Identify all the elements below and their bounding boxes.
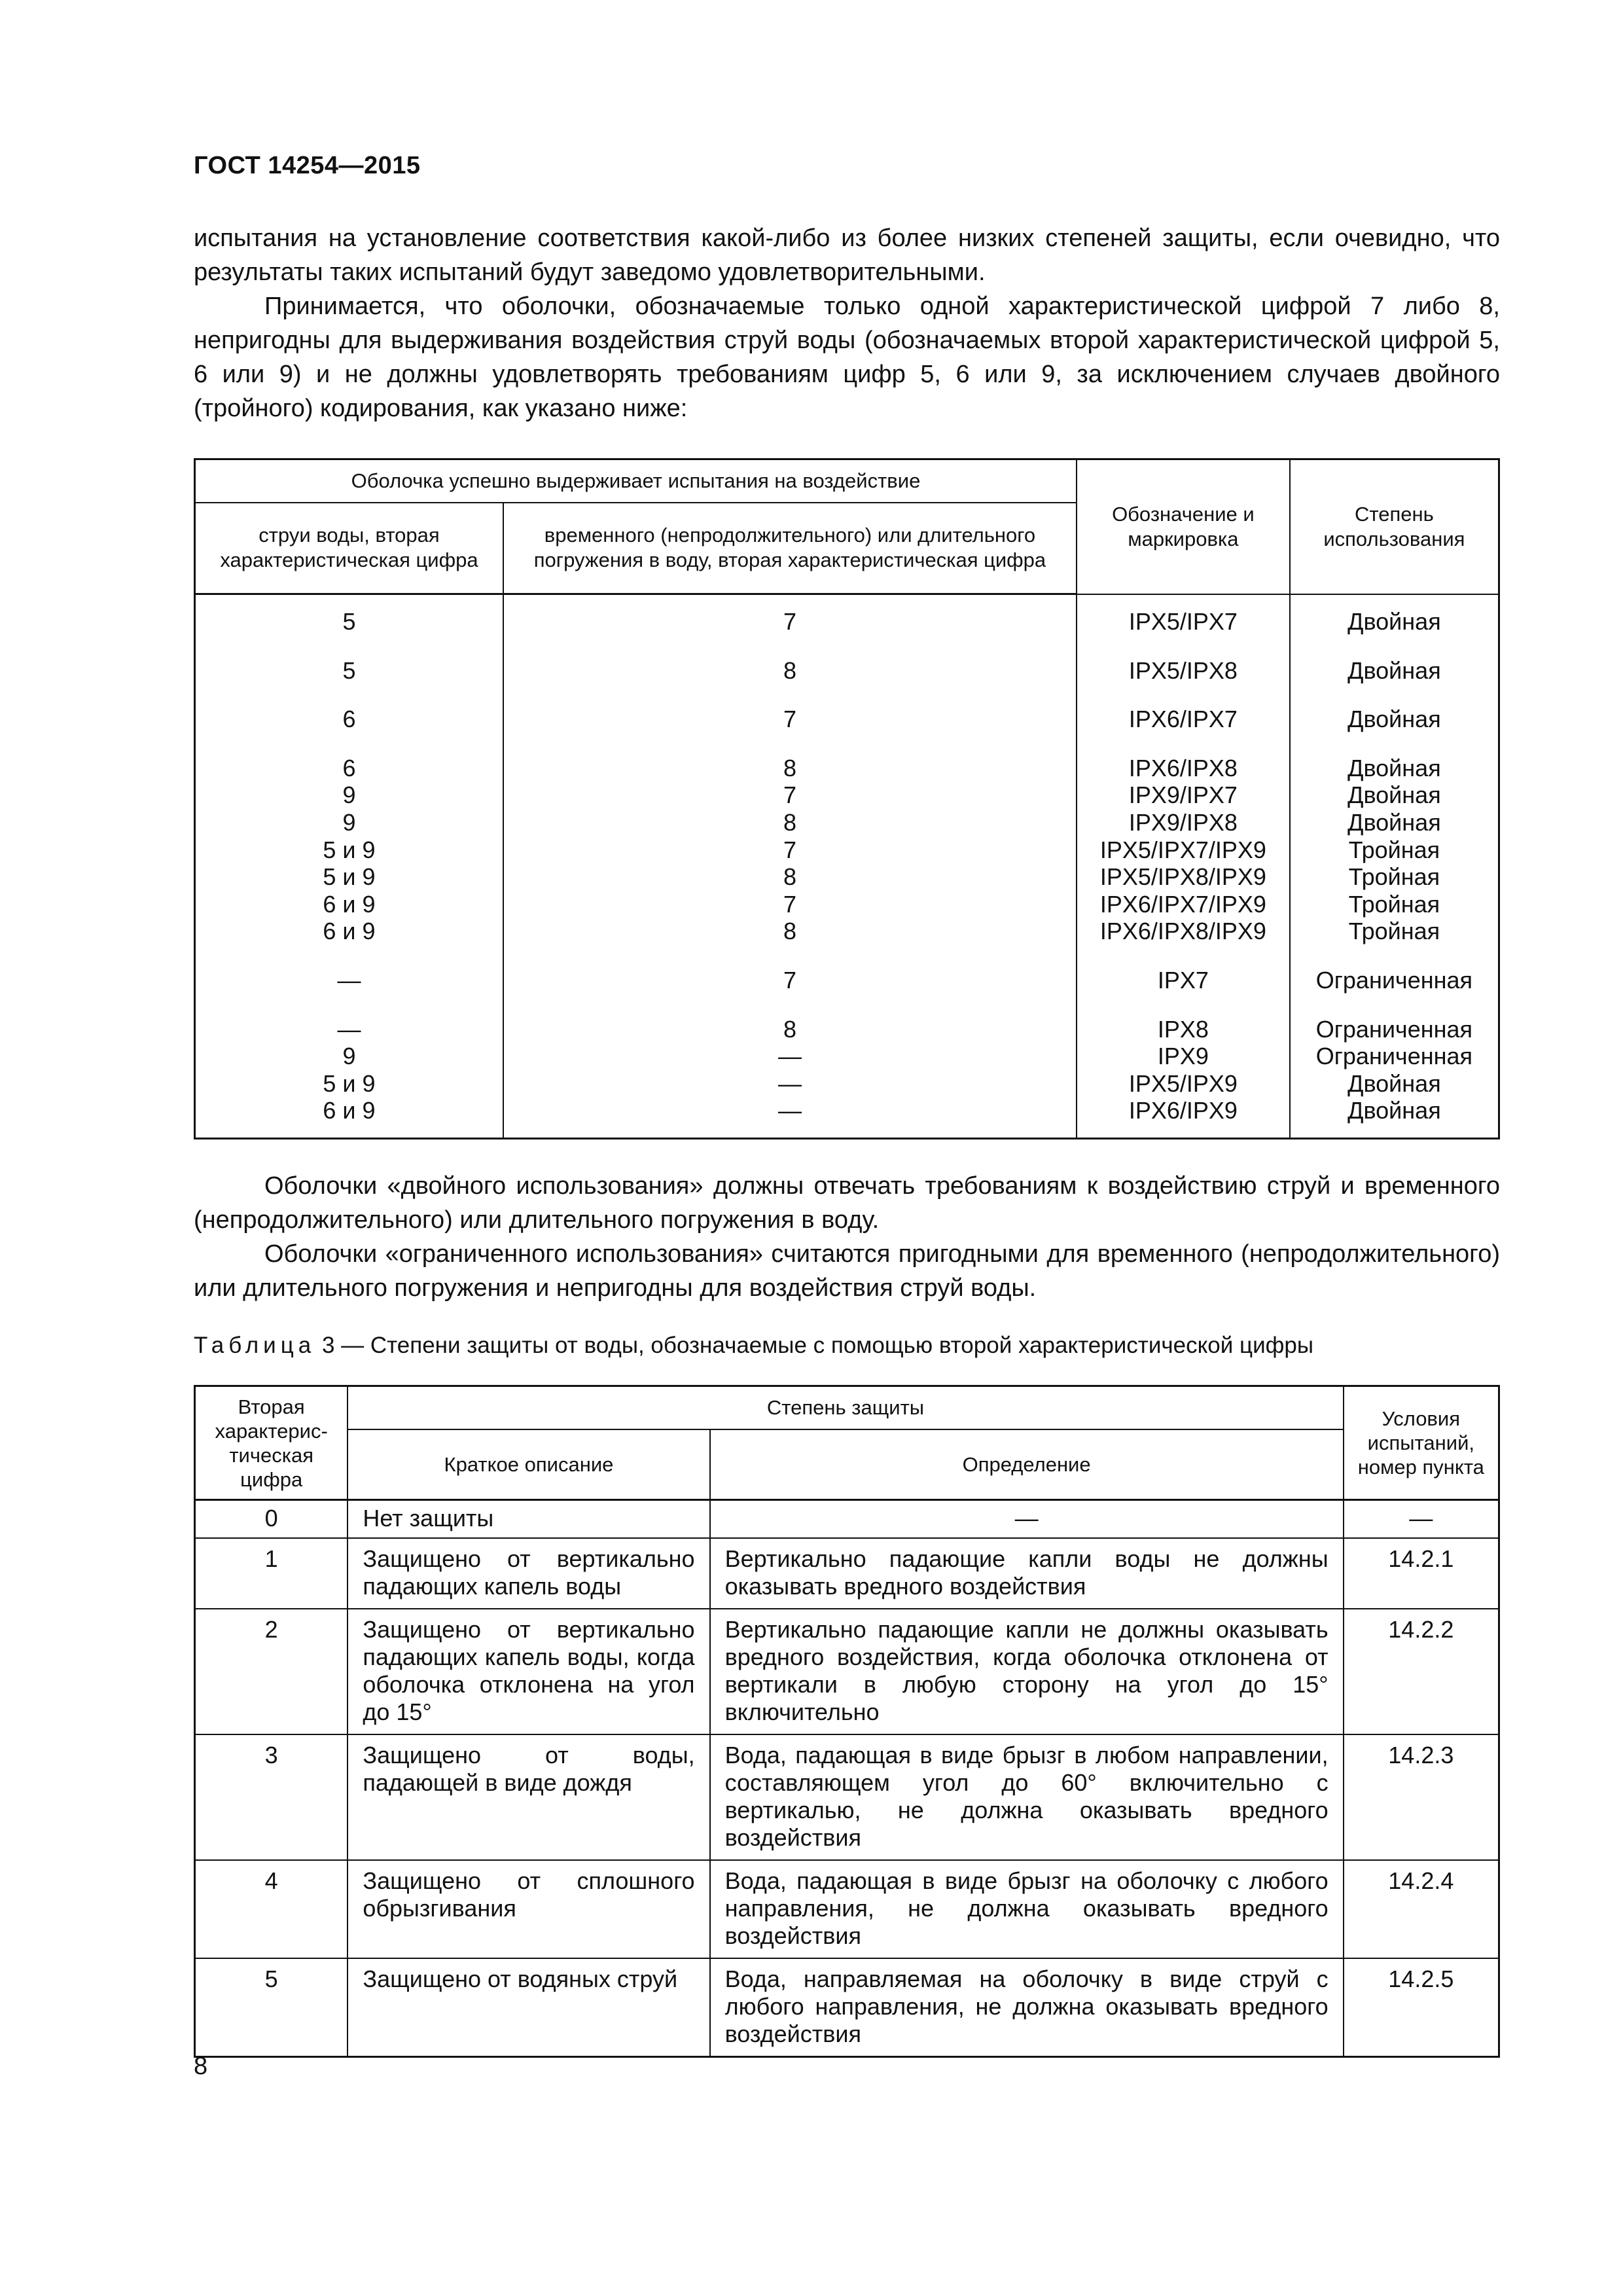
cell-jets: 6 и 9 (195, 891, 503, 918)
cell-jets: 5 (195, 657, 503, 685)
table-row (195, 1097, 1499, 1138)
table-row (195, 1070, 1499, 1098)
table-row (195, 967, 1499, 994)
spacer-row (195, 684, 1499, 706)
table-row (195, 755, 1499, 782)
cell-immersion: — (503, 1097, 1077, 1138)
table-row (195, 1609, 1499, 1734)
cell-definition: Вертикально падающие капли не должны оказывать вредного воздействия, когда оболочка отклонена от вертикали в любую сторону на угол до 15° включительно (710, 1609, 1344, 1734)
cell-brief: Защищено от водяных струй (348, 1958, 709, 2057)
cell-usage: Тройная (1290, 891, 1499, 918)
spacer-row (195, 994, 1499, 1016)
cell-usage: Тройная (1290, 918, 1499, 945)
table-row (195, 781, 1499, 809)
cell-brief: Нет защиты (348, 1500, 709, 1539)
cell-immersion: — (503, 1043, 1077, 1070)
table-row (195, 1860, 1499, 1958)
cell-marking: IPX5/IPX7/IPX9 (1077, 836, 1290, 864)
cell-marking: IPX8 (1077, 1016, 1290, 1043)
cell-jets: 5 и 9 (195, 863, 503, 891)
cell-immersion: 8 (503, 863, 1077, 891)
table-row (195, 863, 1499, 891)
cell-usage: Двойная (1290, 755, 1499, 782)
cell-jets: 5 и 9 (195, 1070, 503, 1098)
cell-jets: 6 и 9 (195, 1097, 503, 1138)
cell-jets: 9 (195, 809, 503, 836)
document-header: ГОСТ 14254—2015 (194, 152, 421, 179)
cell-marking: IPX9/IPX8 (1077, 809, 1290, 836)
cell-brief: Защищено от сплошного обрызгивания (348, 1860, 709, 1958)
cell-immersion: 7 (503, 706, 1077, 733)
paragraph: испытания на установление соответствия какой-либо из более низких степеней защиты, если очевидно, что результаты таких испытаний будут заведомо удовлетворительными. (194, 224, 1500, 286)
cell-marking: IPX5/IPX8 (1077, 657, 1290, 685)
cell-conditions: 14.2.2 (1344, 1609, 1499, 1734)
paragraph: Оболочки «двойного использования» должны отвечать требованиям к воздействию струй и временного (непродолжительного) или длительного погружения в воду. (194, 1172, 1500, 1234)
intro-text (194, 221, 1500, 425)
cell-jets: 5 (195, 594, 503, 636)
paragraph: Оболочки «ограниченного использования» считаются пригодными для временного (непродолжительного) или длительного погружения и непригодны для воздействия струй воды. (194, 1240, 1500, 1302)
cell-digit: 0 (195, 1500, 348, 1539)
table-row (195, 1016, 1499, 1043)
cell-immersion: 8 (503, 918, 1077, 945)
cell-immersion: 7 (503, 967, 1077, 994)
cell-immersion: 7 (503, 781, 1077, 809)
cell-definition: Вода, падающая в виде брызг на оболочку с любого направления, не должна оказывать вредного воздействия (710, 1860, 1344, 1958)
cell-usage: Ограниченная (1290, 1043, 1499, 1070)
cell-definition: — (710, 1500, 1344, 1539)
usage-text (194, 1169, 1500, 1305)
cell-immersion: 8 (503, 657, 1077, 685)
cell-conditions: 14.2.3 (1344, 1734, 1499, 1860)
table-row (195, 706, 1499, 733)
cell-brief: Защищено от воды, падающей в виде дождя (348, 1734, 709, 1860)
cell-immersion: — (503, 1070, 1077, 1098)
cell-usage: Двойная (1290, 809, 1499, 836)
header-usage: Степень использования (1290, 459, 1499, 594)
cell-jets: 9 (195, 781, 503, 809)
coding-table (194, 458, 1500, 1139)
protection-degree-table (194, 1385, 1500, 2058)
table-row (195, 1043, 1499, 1070)
cell-jets: 6 (195, 755, 503, 782)
cell-definition: Вода, падающая в виде брызг в любом направлении, составляющем угол до 60° включительно с вертикалью, не должна оказывать вредного воздействия (710, 1734, 1344, 1860)
header-jets: струи воды, вторая характеристическая цифра (195, 503, 503, 594)
header-immersion: временного (непродолжительного) или длительного погружения в воду, вторая характеристическая цифра (503, 503, 1077, 594)
table-row (195, 594, 1499, 636)
cell-definition: Вертикально падающие капли воды не должны оказывать вредного воздействия (710, 1538, 1344, 1609)
table-row (195, 1538, 1499, 1609)
cell-usage: Двойная (1290, 706, 1499, 733)
cell-marking: IPX6/IPX7 (1077, 706, 1290, 733)
paragraph: Принимается, что оболочки, обозначаемые только одной характеристической цифрой 7 либо 8, непригодны для выдерживания воздействия струй воды (обозначаемых второй характеристической цифрой 5, 6 или 9) и не должны удовлетворять требованиям цифр 5, 6 или 9, за исключением случаев двойного (тройного) кодирования, как указано ниже: (194, 293, 1500, 422)
header-brief: Краткое описание (348, 1429, 709, 1500)
cell-marking: IPX6/IPX9 (1077, 1097, 1290, 1138)
cell-marking: IPX5/IPX9 (1077, 1070, 1290, 1098)
cell-jets: 6 и 9 (195, 918, 503, 945)
cell-digit: 3 (195, 1734, 348, 1860)
cell-immersion: 7 (503, 594, 1077, 636)
table-row (195, 891, 1499, 918)
cell-conditions: 14.2.4 (1344, 1860, 1499, 1958)
cell-usage: Тройная (1290, 836, 1499, 864)
table-row (195, 1734, 1499, 1860)
cell-usage: Двойная (1290, 657, 1499, 685)
cell-usage: Двойная (1290, 1070, 1499, 1098)
cell-brief: Защищено от вертикально падающих капель воды (348, 1538, 709, 1609)
cell-digit: 4 (195, 1860, 348, 1958)
cell-immersion: 7 (503, 891, 1077, 918)
cell-digit: 5 (195, 1958, 348, 2057)
header-group-cell: Оболочка успешно выдерживает испытания на воздействие (195, 459, 1077, 503)
cell-marking: IPX7 (1077, 967, 1290, 994)
cell-definition: Вода, направляемая на оболочку в виде струй с любого направления, не должна оказывать вредного воздействия (710, 1958, 1344, 2057)
table-row (195, 1500, 1499, 1539)
cell-immersion: 8 (503, 1016, 1077, 1043)
header-protection-group: Степень защиты (348, 1386, 1343, 1429)
table-row (195, 657, 1499, 685)
table-row (195, 1958, 1499, 2057)
cell-jets: 5 и 9 (195, 836, 503, 864)
cell-digit: 1 (195, 1538, 348, 1609)
cell-marking: IPX5/IPX8/IPX9 (1077, 863, 1290, 891)
header-definition: Определение (710, 1429, 1344, 1500)
cell-jets: 6 (195, 706, 503, 733)
cell-marking: IPX9/IPX7 (1077, 781, 1290, 809)
cell-brief: Защищено от вертикально падающих капель воды, когда оболочка отклонена на угол до 15° (348, 1609, 709, 1734)
caption-text: 3 — Степени защиты от воды, обозначаемые с помощью второй характеристической цифры (321, 1333, 1314, 1358)
cell-marking: IPX6/IPX7/IPX9 (1077, 891, 1290, 918)
cell-marking: IPX9 (1077, 1043, 1290, 1070)
table-row (195, 836, 1499, 864)
cell-usage: Тройная (1290, 863, 1499, 891)
cell-digit: 2 (195, 1609, 348, 1734)
cell-usage: Ограниченная (1290, 1016, 1499, 1043)
caption-label: Таблица (194, 1333, 316, 1358)
spacer-row (195, 733, 1499, 755)
cell-conditions: — (1344, 1500, 1499, 1539)
cell-marking: IPX6/IPX8/IPX9 (1077, 918, 1290, 945)
cell-marking: IPX5/IPX7 (1077, 594, 1290, 636)
cell-usage: Двойная (1290, 594, 1499, 636)
cell-jets: 9 (195, 1043, 503, 1070)
spacer-row (195, 636, 1499, 657)
cell-usage: Ограниченная (1290, 967, 1499, 994)
cell-marking: IPX6/IPX8 (1077, 755, 1290, 782)
page-number: 8 (194, 2053, 208, 2080)
header-marking: Обозначение и маркировка (1077, 459, 1290, 594)
cell-jets: — (195, 1016, 503, 1043)
cell-usage: Двойная (1290, 781, 1499, 809)
spacer-row (195, 945, 1499, 967)
cell-conditions: 14.2.1 (1344, 1538, 1499, 1609)
cell-jets: — (195, 967, 503, 994)
table-caption (194, 1331, 1313, 1360)
header-digit: Вторая характерис-тическая цифра (195, 1386, 348, 1500)
table-row (195, 918, 1499, 945)
cell-immersion: 7 (503, 836, 1077, 864)
cell-immersion: 8 (503, 809, 1077, 836)
cell-usage: Двойная (1290, 1097, 1499, 1138)
header-conditions: Условия испытаний, номер пункта (1344, 1386, 1499, 1500)
cell-conditions: 14.2.5 (1344, 1958, 1499, 2057)
cell-immersion: 8 (503, 755, 1077, 782)
table-row (195, 809, 1499, 836)
